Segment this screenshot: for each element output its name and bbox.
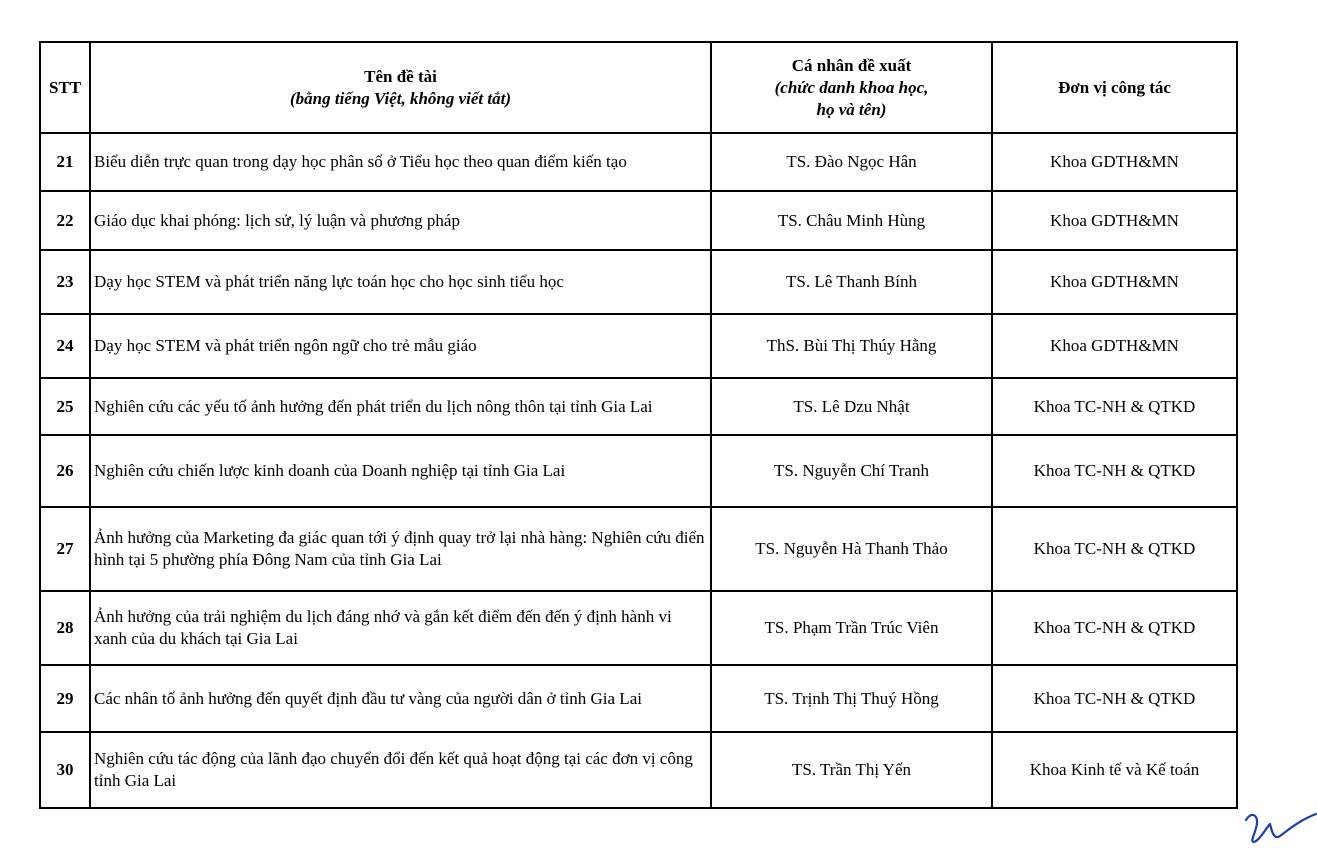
header-unit-label: Đơn vị công tác — [1058, 77, 1171, 97]
header-stt — [40, 42, 90, 133]
table-row — [40, 732, 1237, 808]
header-title-note: (bằng tiếng Việt, không viết tắt) — [289, 88, 511, 108]
row-stt: 30 — [40, 732, 90, 808]
row-unit: Khoa Kinh tế và Kế toán — [992, 732, 1237, 808]
row-unit: Khoa TC-NH & QTKD — [992, 591, 1237, 665]
row-title: Nghiên cứu các yếu tố ảnh hưởng đến phát triển du lịch nông thôn tại tỉnh Gia Lai — [90, 378, 711, 435]
table-row — [40, 314, 1237, 378]
row-proposer: TS. Trần Thị Yến — [711, 732, 992, 808]
row-title: Nghiên cứu tác động của lãnh đạo chuyển đổi đến kết quả hoạt động tại các đơn vị công tỉnh Gia Lai — [90, 732, 711, 808]
header-proposer — [711, 42, 992, 133]
row-title: Biểu diễn trực quan trong dạy học phân số ở Tiểu học theo quan điểm kiến tạo — [90, 133, 711, 191]
signature-mark — [1240, 806, 1317, 848]
row-stt: 28 — [40, 591, 90, 665]
row-unit: Khoa TC-NH & QTKD — [992, 435, 1237, 507]
row-unit: Khoa TC-NH & QTKD — [992, 378, 1237, 435]
signature-stroke — [1246, 814, 1316, 842]
header-proposer-note-2: họ và tên) — [816, 99, 887, 119]
row-stt: 21 — [40, 133, 90, 191]
row-title: Dạy học STEM và phát triển ngôn ngữ cho trẻ mẫu giáo — [90, 314, 711, 378]
row-title: Giáo dục khai phóng: lịch sử, lý luận và phương pháp — [90, 191, 711, 250]
row-title: Dạy học STEM và phát triển năng lực toán học cho học sinh tiểu học — [90, 250, 711, 314]
table-header-row — [40, 42, 1237, 133]
table-row — [40, 591, 1237, 665]
header-title-label: Tên đề tài — [364, 66, 437, 86]
row-title: Các nhân tố ảnh hưởng đến quyết định đầu tư vàng của người dân ở tỉnh Gia Lai — [90, 665, 711, 732]
table-row — [40, 435, 1237, 507]
table-row — [40, 191, 1237, 250]
row-title: Ảnh hưởng của Marketing đa giác quan tới ý định quay trở lại nhà hàng: Nghiên cứu điển hình tại 5 phường phía Đông Nam của tỉnh Gia Lai — [90, 507, 711, 591]
row-unit: Khoa TC-NH & QTKD — [992, 665, 1237, 732]
row-proposer: TS. Lê Dzu Nhật — [711, 378, 992, 435]
table-row — [40, 665, 1237, 732]
row-proposer: TS. Nguyễn Chí Tranh — [711, 435, 992, 507]
row-stt: 24 — [40, 314, 90, 378]
row-proposer: TS. Châu Minh Hùng — [711, 191, 992, 250]
row-proposer: TS. Phạm Trần Trúc Viên — [711, 591, 992, 665]
row-stt: 25 — [40, 378, 90, 435]
row-proposer: TS. Đào Ngọc Hân — [711, 133, 992, 191]
row-unit: Khoa GDTH&MN — [992, 250, 1237, 314]
row-proposer: TS. Nguyễn Hà Thanh Thảo — [711, 507, 992, 591]
row-unit: Khoa TC-NH & QTKD — [992, 507, 1237, 591]
table-row — [40, 378, 1237, 435]
header-proposer-label: Cá nhân đề xuất — [791, 55, 912, 75]
header-title — [90, 42, 711, 133]
row-stt: 27 — [40, 507, 90, 591]
table-row — [40, 133, 1237, 191]
header-stt-label: STT — [49, 77, 82, 97]
table-row — [40, 250, 1237, 314]
header-unit — [992, 42, 1237, 133]
row-title: Ảnh hưởng của trải nghiệm du lịch đáng nhớ và gắn kết điểm đến đến ý định hành vi xanh của du khách tại Gia Lai — [90, 591, 711, 665]
row-unit: Khoa GDTH&MN — [992, 314, 1237, 378]
row-title: Nghiên cứu chiến lược kinh doanh của Doanh nghiệp tại tỉnh Gia Lai — [90, 435, 711, 507]
row-proposer: ThS. Bùi Thị Thúy Hằng — [711, 314, 992, 378]
row-proposer: TS. Trịnh Thị Thuý Hồng — [711, 665, 992, 732]
row-stt: 26 — [40, 435, 90, 507]
row-stt: 29 — [40, 665, 90, 732]
row-unit: Khoa GDTH&MN — [992, 133, 1237, 191]
table-row — [40, 507, 1237, 591]
row-unit: Khoa GDTH&MN — [992, 191, 1237, 250]
row-stt: 22 — [40, 191, 90, 250]
row-stt: 23 — [40, 250, 90, 314]
research-topics-table — [39, 41, 1238, 809]
header-proposer-note-1: (chức danh khoa học, — [774, 77, 929, 97]
row-proposer: TS. Lê Thanh Bính — [711, 250, 992, 314]
